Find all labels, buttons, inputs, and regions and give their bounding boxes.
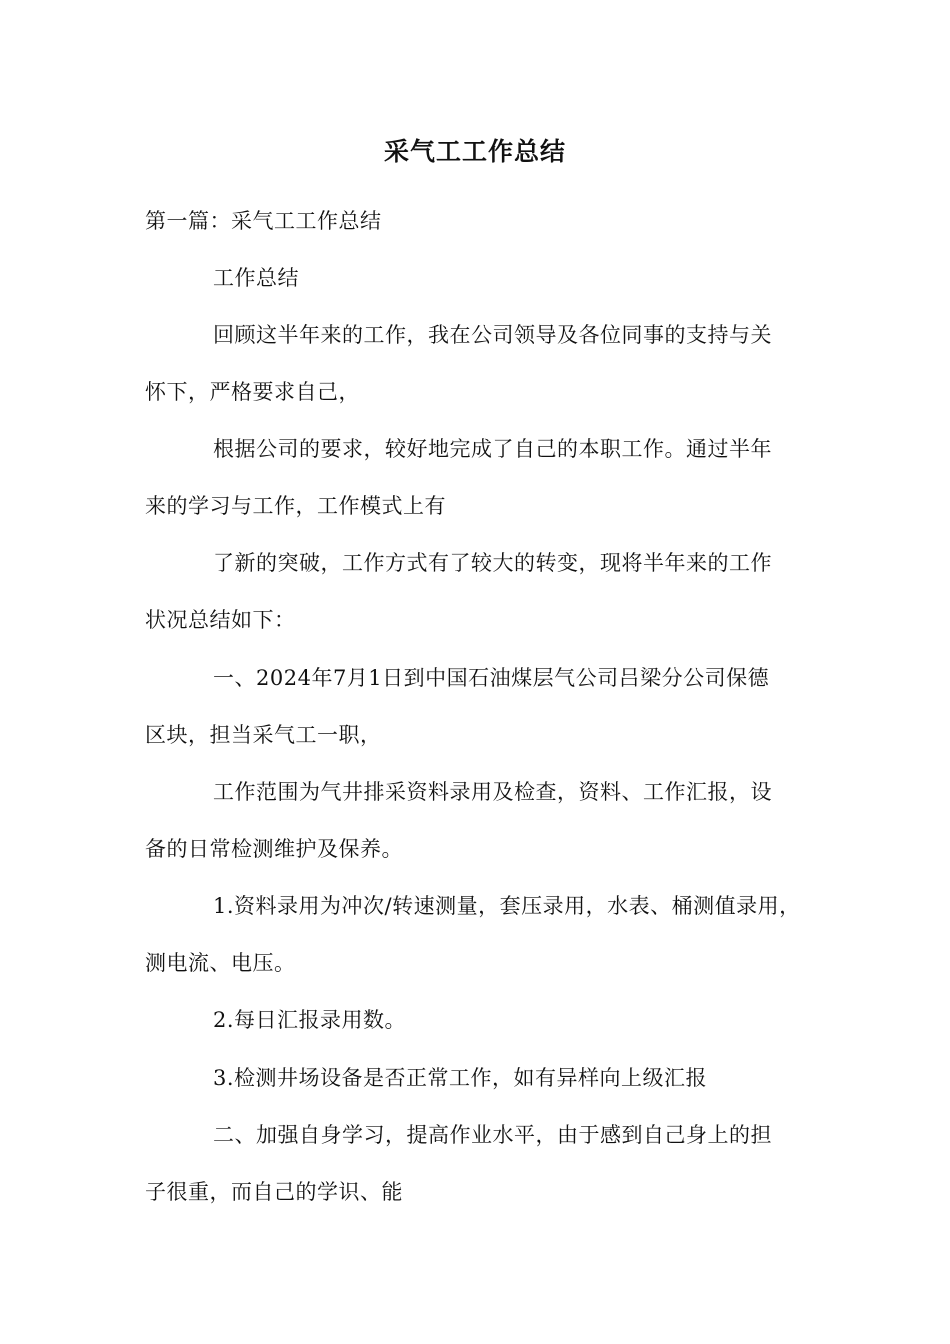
paragraph-line: 一、2024年7月1日到中国石油煤层气公司吕梁分公司保德 bbox=[213, 666, 770, 690]
paragraph-line: 子很重，而自己的学识、能 bbox=[145, 1180, 403, 1204]
list-item-line: 2.每日汇报录用数。 bbox=[213, 1008, 407, 1032]
paragraph-line: 二、加强自身学习，提高作业水平，由于感到自己身上的担 bbox=[213, 1123, 772, 1147]
paragraph-line: 根据公司的要求，较好地完成了自己的本职工作。通过半年 bbox=[213, 437, 772, 461]
paragraph-line: 状况总结如下： bbox=[145, 608, 296, 632]
section-heading: 第一篇：采气工工作总结 bbox=[145, 209, 382, 233]
paragraph-line: 工作范围为气井排采资料录用及检查，资料、工作汇报，设 bbox=[213, 780, 772, 804]
list-item-line: 1.资料录用为冲次/转速测量，套压录用，水表、桶测值录用， bbox=[213, 894, 801, 918]
list-item-line: 测电流、电压。 bbox=[145, 951, 296, 975]
paragraph-line: 怀下，严格要求自己， bbox=[145, 380, 360, 404]
paragraph-line: 区块，担当采气工一职， bbox=[145, 723, 382, 747]
paragraph-line: 了新的突破，工作方式有了较大的转变，现将半年来的工作 bbox=[213, 551, 772, 575]
paragraph-line: 备的日常检测维护及保养。 bbox=[145, 837, 403, 861]
paragraph-line: 来的学习与工作，工作模式上有 bbox=[145, 494, 446, 518]
paragraph-line: 回顾这半年来的工作，我在公司领导及各位同事的支持与关 bbox=[213, 323, 772, 347]
document-title: 采气工工作总结 bbox=[383, 137, 566, 166]
list-item-line: 3.检测井场设备是否正常工作，如有异样向上级汇报 bbox=[213, 1066, 708, 1090]
subheading: 工作总结 bbox=[213, 266, 299, 290]
